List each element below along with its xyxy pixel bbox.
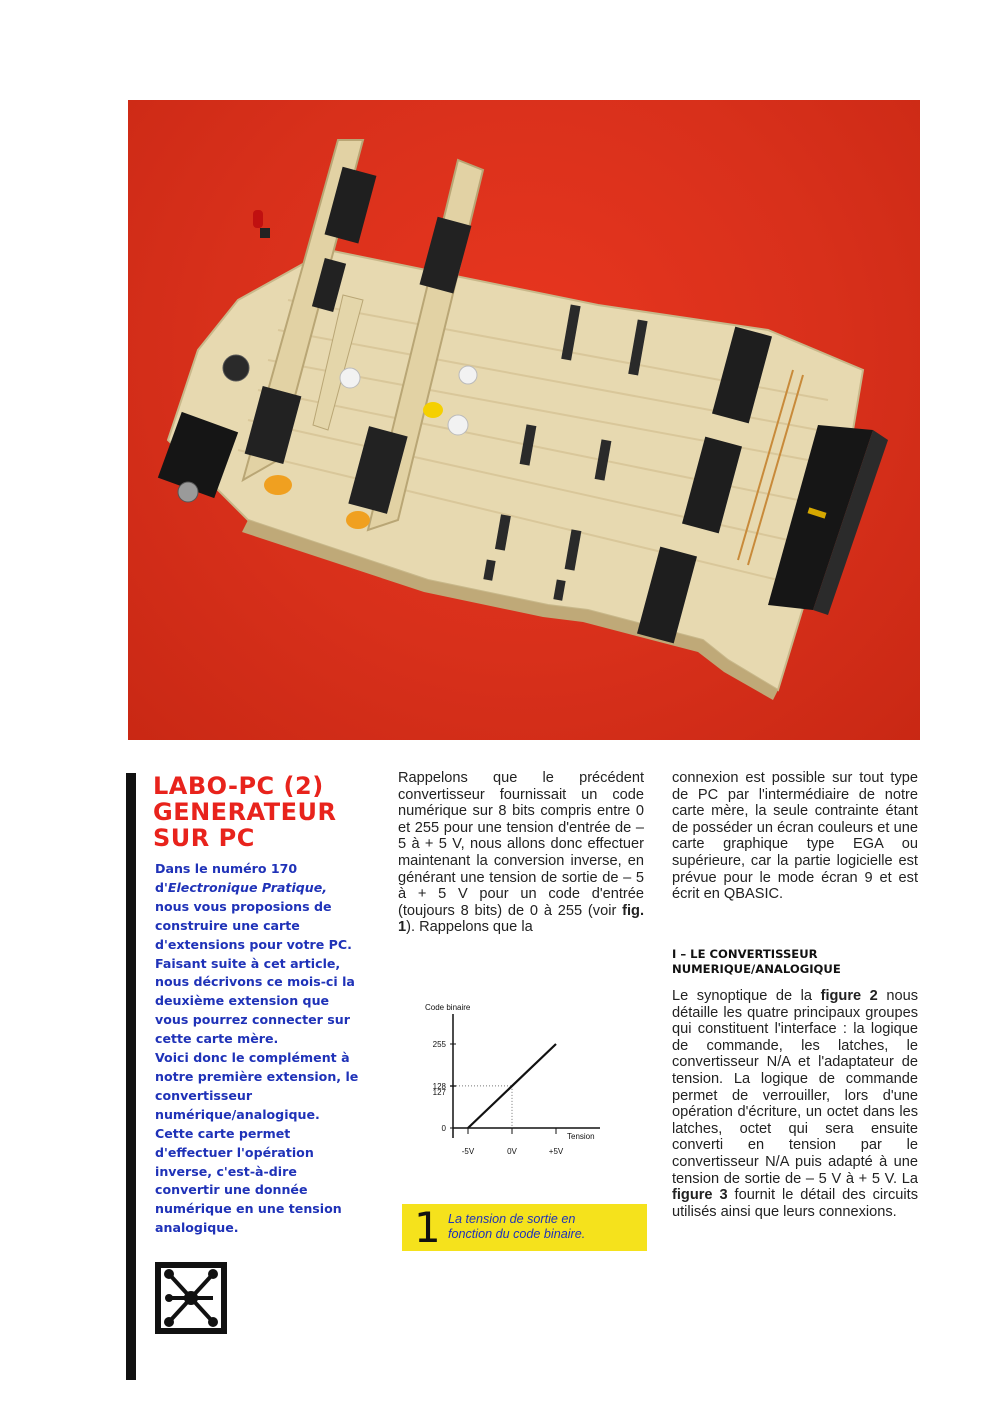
figure-reference: figure 2 xyxy=(820,988,878,1004)
y-tick-label: 0 xyxy=(441,1124,446,1133)
figure-reference: figure 3 xyxy=(672,1187,728,1204)
title-line: LABO-PC (2) xyxy=(153,772,324,800)
series-line xyxy=(468,1044,556,1128)
x-tick-label: -5V xyxy=(461,1147,475,1156)
circuit-node-logo-icon xyxy=(155,1262,227,1334)
y-axis-label: Code binaire xyxy=(425,1003,471,1012)
article-title xyxy=(153,773,353,851)
figure-1-chart xyxy=(400,996,620,1166)
magazine-name: Electronique Pratique, xyxy=(167,879,328,895)
intro-text-2: Voici donc le complément à notre première extension, le convertisseur numérique/analogique. Cette carte permet d'effectuer l'opération inverse, c'est-à-dire convertir une donnée numérique en une tension analogique. xyxy=(155,1050,359,1236)
caption-line: fonction du code binaire. xyxy=(448,1226,586,1241)
figure-number: 1 xyxy=(414,1203,441,1252)
circuit-board-illustration xyxy=(128,100,920,740)
y-tick-label: 128 xyxy=(432,1081,446,1091)
circuit-board-photo xyxy=(128,100,920,740)
y-tick-label: 255 xyxy=(432,1040,446,1049)
figure-reference: fig. 1 xyxy=(398,902,644,936)
heading-line: I – LE CONVERTISSEUR xyxy=(672,947,818,961)
caption-line: La tension de sortie en xyxy=(448,1212,576,1226)
heading-line: NUMERIQUE/ANALOGIQUE xyxy=(672,962,841,976)
body-text: ). Rappelons que la xyxy=(406,919,533,936)
x-tick-label: 0V xyxy=(507,1147,517,1156)
intro-text: Dans le numéro 170 d' xyxy=(155,861,298,895)
section-heading xyxy=(672,947,922,977)
x-tick-labels xyxy=(462,1128,564,1156)
body-text: Le synoptique de la xyxy=(672,988,821,1004)
body-text: nous détaille les quatre principaux groupes qui constituent l'interface : la logique de commande, les latches, le convertisseur N/A et l'adaptateur de tension. La logique de commande permet de verrouiller, lors d'une opération d'écriture, un octet dans les latches, octet qui sera ensuite converti en tension par le convertisseur N/A puis adapté à une tension de sortie de – 5 V à + 5 V. La xyxy=(672,988,918,1187)
intro-text: nous vous proposions de construire une carte d'extensions pour votre PC. Faisant suite à cet article, nous décrivons ce mois-ci la deuxième extension que vous pourrez connecter sur cette carte mère. xyxy=(155,898,355,1047)
body-text-column-3-top: connexion est possible sur tout type de PC par l'intermédiaire de notre carte mère, la seule contrainte étant de posséder un écran couleurs et une carte graphique type EGA ou supérieure, car la partie logicielle est prévue pour le mode écran 9 et est écrit en QBASIC. xyxy=(672,770,918,903)
y-tick-label: 127 xyxy=(432,1088,446,1098)
body-text: fournit le détail des circuits utilisés ainsi que leurs connexions. xyxy=(672,1187,918,1220)
body-text: Rappelons que le précédent convertisseur fournissait un code numérique sur 8 bits compris entre 0 et 255 pour une tension d'entrée de – 5 à + 5 V, nous allons donc effectuer maintenant la conversion inverse, en générant une tension de sortie de – 5 à + 5 V pour un code d'entrée (toujours 8 bits) de 0 à 255 (voir xyxy=(398,770,644,919)
dotted-guides xyxy=(453,1086,512,1128)
title-line: GENERATEUR xyxy=(153,798,337,826)
figure-1-caption xyxy=(402,1204,647,1251)
caption-text xyxy=(448,1212,638,1241)
body-text-column-3-bottom xyxy=(672,988,918,1220)
title-line: SUR PC xyxy=(153,824,255,852)
x-axis-label: Tension xyxy=(567,1132,595,1141)
left-accent-bar xyxy=(126,773,136,1380)
body-text-column-2 xyxy=(398,770,644,936)
article-intro xyxy=(155,860,360,1238)
x-tick-label: +5V xyxy=(548,1147,564,1156)
